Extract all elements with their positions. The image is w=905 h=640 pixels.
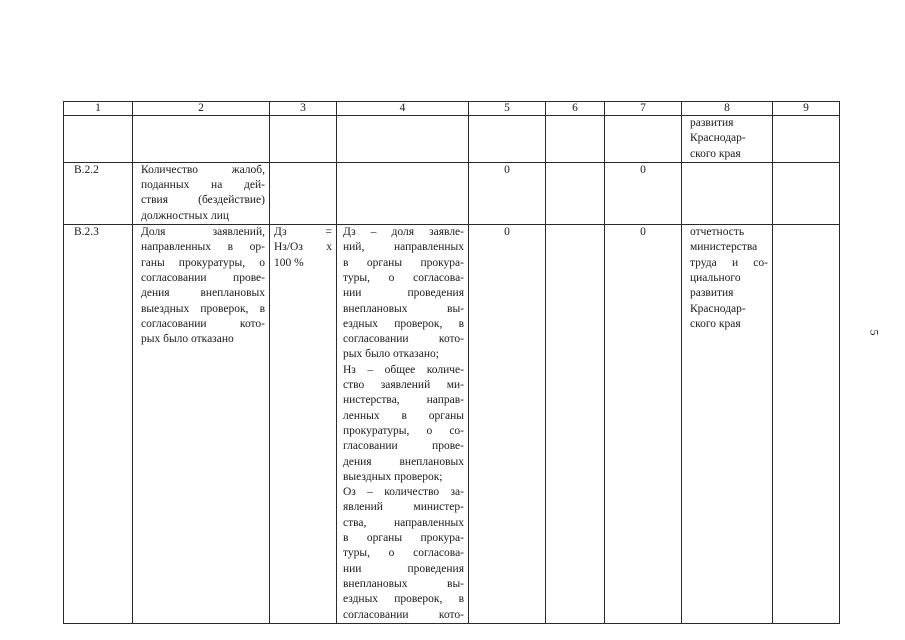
cell-indicator — [133, 162, 270, 224]
text-line: 100 % — [274, 256, 304, 269]
text-line: развития — [690, 117, 734, 129]
cell-description — [337, 225, 469, 624]
text-line: ствия (бездействие) — [141, 194, 265, 207]
text-line: Дз = — [274, 226, 332, 239]
indicators-table — [63, 101, 840, 624]
text-line: нии проведения — [343, 562, 464, 575]
text-line: внеплановых вы- — [343, 302, 464, 315]
cell-value-7: 0 — [605, 162, 682, 224]
text-line: Нз/Оз х — [274, 241, 332, 254]
cell-source — [682, 225, 773, 624]
text-line: согласовании кото- — [343, 333, 464, 346]
cell-value-7: 0 — [605, 225, 682, 624]
text-line: развития — [690, 287, 734, 300]
text-line: в органы прокура- — [343, 532, 464, 545]
text-line: согласовании кото- — [343, 608, 464, 621]
text-line: труда и со- — [690, 256, 768, 269]
header-row — [64, 102, 840, 116]
cell-col-9 — [773, 116, 840, 163]
text-line: ездных проверок, в — [343, 317, 464, 330]
text-line: нии проведения — [343, 287, 464, 300]
header-cell-2: 2 — [133, 102, 270, 116]
header-cell-3: 3 — [270, 102, 337, 116]
cell-value-5: 0 — [469, 225, 546, 624]
header-cell-5: 5 — [469, 102, 546, 116]
text-line: ского края — [690, 317, 741, 330]
text-line: явлений министер- — [343, 501, 464, 514]
text-line: дения внеплановых — [343, 455, 464, 468]
text-line: Количество жалоб, — [141, 163, 265, 176]
text-line: внеплановых вы- — [343, 577, 464, 590]
cell-description — [337, 116, 469, 163]
header-cell-6: 6 — [546, 102, 605, 116]
cell-code: В.2.2 — [64, 162, 133, 224]
text-line: Краснодар- — [690, 302, 746, 315]
text-line: рых было отказано — [141, 333, 234, 346]
cell-code — [64, 116, 133, 163]
header-cell-4: 4 — [337, 102, 469, 116]
table-row — [64, 225, 840, 624]
text-line: Дз – доля заявле- — [343, 226, 464, 239]
text-line: циального — [690, 271, 741, 284]
text-line: выездных проверок, в — [141, 302, 265, 315]
text-line: согласовании кото- — [141, 317, 265, 330]
header-cell-9: 9 — [773, 102, 840, 116]
cell-indicator — [133, 225, 270, 624]
cell-value-6 — [546, 225, 605, 624]
text-line: прокуратуры, о со- — [343, 424, 464, 437]
text-line: отчетность — [690, 226, 745, 239]
page-number: 5 — [867, 329, 882, 336]
text-line: Краснодар- — [690, 132, 746, 145]
cell-source — [682, 162, 773, 224]
header-cell-7: 7 — [605, 102, 682, 116]
cell-code: В.2.3 — [64, 225, 133, 624]
text-line: Нз – общее количе- — [343, 363, 464, 376]
cell-formula — [270, 162, 337, 224]
text-line: должностных лиц — [141, 209, 230, 222]
text-line: ганы прокуратуры, о — [141, 256, 265, 269]
cell-indicator — [133, 116, 270, 163]
cell-description — [337, 162, 469, 224]
text-line: гласовании прове- — [343, 440, 464, 453]
text-line: ний, направленных — [343, 241, 464, 254]
header-cell-8: 8 — [682, 102, 773, 116]
cell-value-7 — [605, 116, 682, 163]
cell-formula — [270, 225, 337, 624]
text-line: ство заявлений ми- — [343, 379, 464, 392]
text-line: министерства — [690, 241, 758, 254]
text-line: выездных проверок; — [343, 470, 443, 483]
table-row — [64, 162, 840, 224]
text-line: дения внеплановых — [141, 287, 265, 300]
cell-value-5 — [469, 116, 546, 163]
text-line: туры, о согласова- — [343, 547, 464, 560]
cell-col-9 — [773, 225, 840, 624]
cell-source — [682, 116, 773, 163]
cell-formula — [270, 116, 337, 163]
text-line: согласовании прове- — [141, 271, 265, 284]
text-line: нистерства, направ- — [343, 394, 464, 407]
text-line: в органы прокура- — [343, 256, 464, 269]
header-cell-1: 1 — [64, 102, 133, 116]
text-line: ского края — [690, 147, 741, 160]
text-line: ленных в органы — [343, 409, 464, 422]
cell-value-5: 0 — [469, 162, 546, 224]
text-line: ездных проверок, в — [343, 593, 464, 606]
cell-col-9 — [773, 162, 840, 224]
text-line: Доля заявлений, — [141, 226, 265, 239]
table-row — [64, 116, 840, 163]
text-line: поданных на дей- — [141, 179, 265, 192]
cell-value-6 — [546, 162, 605, 224]
text-line: туры, о согласова- — [343, 271, 464, 284]
text-line: рых было отказано; — [343, 348, 439, 361]
cell-value-6 — [546, 116, 605, 163]
text-line: направленных в ор- — [141, 241, 265, 254]
text-line: Оз – количество за- — [343, 486, 464, 499]
text-line: ства, направленных — [343, 516, 464, 529]
